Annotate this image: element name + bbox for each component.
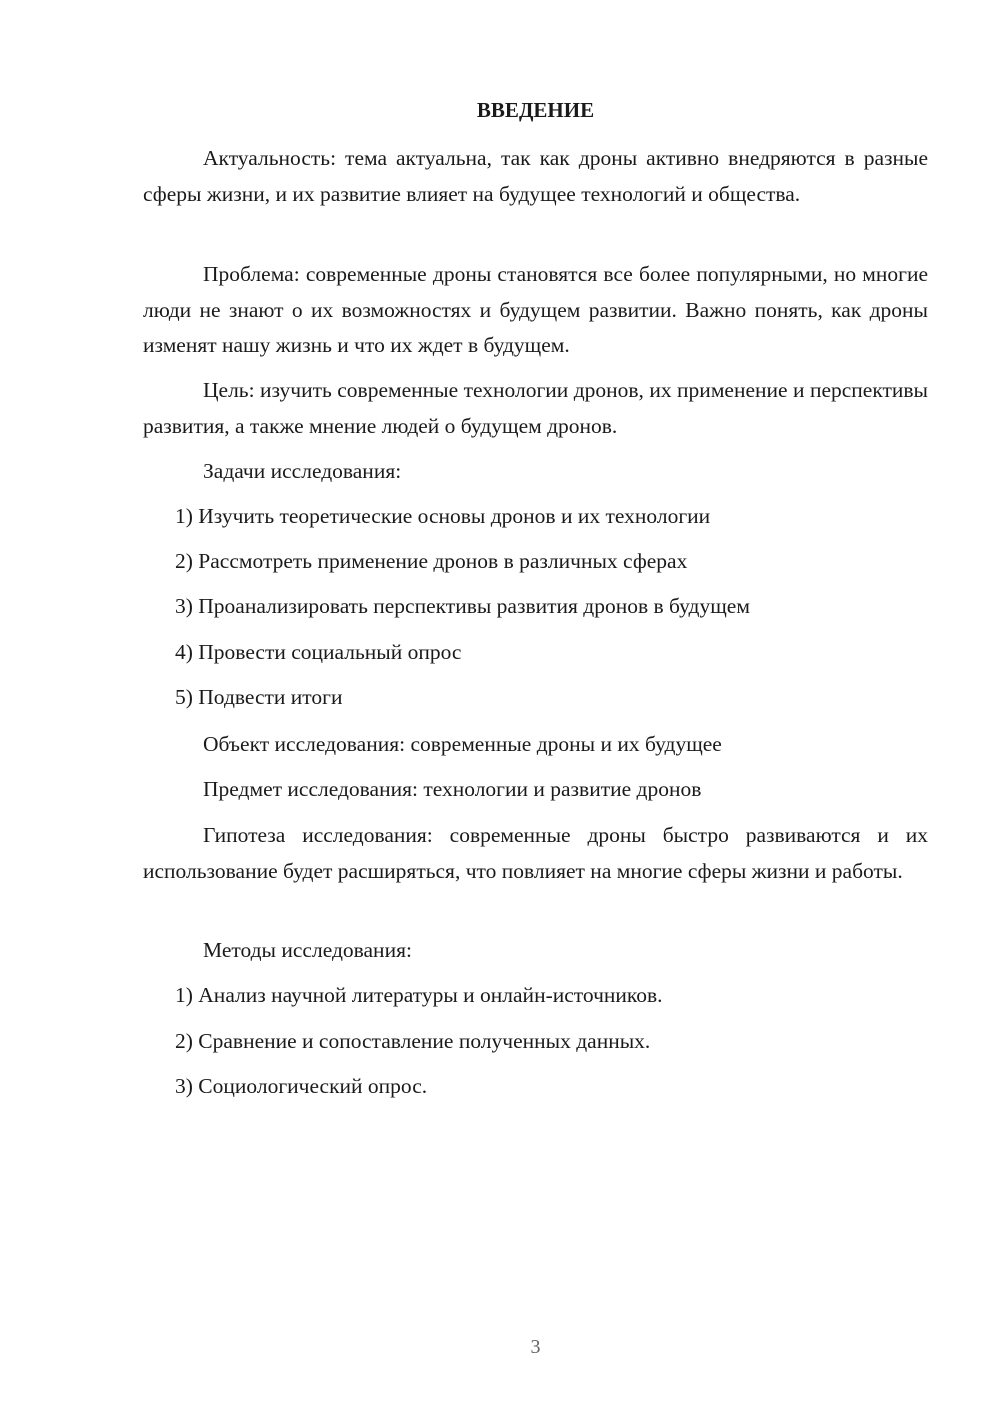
problem-paragraph: Проблема: современные дроны становятся все более популярными, но многие люди не знают о их возможностях и будущем развитии. Важно понять, как дроны изменят нашу жизнь и что их ждет в будущем. — [143, 262, 928, 357]
tasks-heading: Задачи исследования: — [203, 459, 402, 483]
section-title: ВВЕДЕНИЕ — [476, 98, 595, 122]
method-item-3: 3) Социологический опрос. — [175, 1074, 428, 1098]
relevance-paragraph: Актуальность: тема актуальна, так как дроны активно внедряются в разные сферы жизни, и их развитие влияет на будущее технологий и общества. — [143, 146, 928, 206]
task-item-4: 4) Провести социальный опрос — [175, 640, 462, 664]
hypothesis-paragraph: Гипотеза исследования: современные дроны быстро развиваются и их использование будет расширяться, что повлияет на многие сферы жизни и работы. — [143, 823, 928, 883]
task-item-5: 5) Подвести итоги — [175, 685, 343, 709]
document-page — [143, 0, 928, 1414]
methods-heading: Методы исследования: — [203, 938, 412, 962]
method-item-1: 1) Анализ научной литературы и онлайн-источников. — [175, 983, 663, 1007]
method-item-2: 2) Сравнение и сопоставление полученных данных. — [175, 1029, 651, 1053]
task-item-1: 1) Изучить теоретические основы дронов и их технологии — [175, 504, 711, 528]
task-item-2: 2) Рассмотреть применение дронов в различных сферах — [175, 549, 688, 573]
page-number: 3 — [530, 1336, 541, 1358]
task-item-3: 3) Проанализировать перспективы развития дронов в будущем — [175, 594, 750, 618]
goal-paragraph: Цель: изучить современные технологии дронов, их применение и перспективы развития, а также мнение людей о будущем дронов. — [143, 378, 928, 438]
object-paragraph: Объект исследования: современные дроны и их будущее — [203, 732, 722, 756]
subject-paragraph: Предмет исследования: технологии и развитие дронов — [203, 777, 702, 801]
